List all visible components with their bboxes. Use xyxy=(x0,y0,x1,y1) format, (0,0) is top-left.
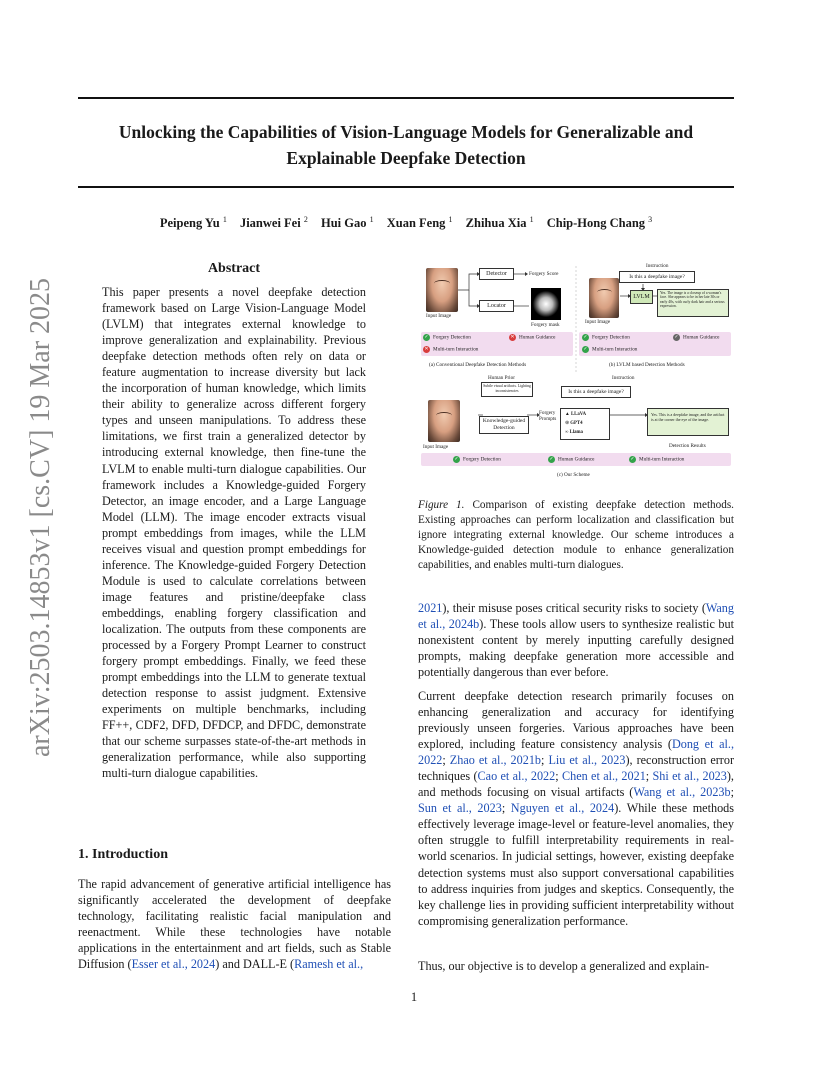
author: Jianwei Fei $^2$ xyxy=(239,215,308,231)
human-prior-box: Subtle visual artifacts. Lighting inconsistencies xyxy=(481,382,533,397)
citation-link[interactable]: Cao et al., 2022 xyxy=(477,769,556,784)
input-face-image-a xyxy=(426,268,458,312)
input-image-label: Input Image xyxy=(426,313,452,319)
input-image-label: Input Image xyxy=(585,319,611,325)
instruction-label-c: Instruction xyxy=(612,375,635,381)
knowledge-guided-detection-box: Knowledge-guided Detection xyxy=(479,416,529,434)
status-multi-turn: ✓ Multi-turn Interaction xyxy=(630,456,685,463)
check-icon: ✓ xyxy=(454,456,459,462)
figure-1 xyxy=(417,260,735,482)
caption-a: (a) Conventional Deepfake Detection Methods xyxy=(429,362,527,368)
status-multi-turn: ✓ Multi-turn Interaction xyxy=(583,346,638,353)
author: Peipeng Yu $^1$ xyxy=(159,215,227,231)
gpt4-item: ⊛ GPT4 xyxy=(565,421,583,426)
author: Xuan Feng $^1$ xyxy=(386,215,453,231)
introduction-heading: 1. Introduction xyxy=(78,847,168,862)
locator-box: Locator xyxy=(479,300,514,312)
citation-link[interactable]: Dong et al., 2022 xyxy=(418,737,734,768)
citation-link[interactable]: Chen et al., 2021 xyxy=(561,769,646,784)
intro-paragraph: The rapid advancement of generative artificial intelligence has significantly accelerated the development of deepfake technology, facilitating realistic facial manipulation and reenactment. While these technologies have notable applications in the entertainment and art fields, such as Stable Diffusion (Esser et al., 2024) and DALL-E (Ramesh et al., xyxy=(78,877,391,972)
top-rule xyxy=(78,97,734,99)
human-prior-label: Human Prior xyxy=(488,375,515,381)
llm-list-box xyxy=(560,408,610,440)
status-forgery-detection: ✓ Forgery Detection xyxy=(583,334,630,341)
lvlm-box: LVLM xyxy=(630,290,653,304)
citation-link[interactable]: Nguyen et al., 2024 xyxy=(510,801,615,816)
llama-item: ∞ Llama xyxy=(565,430,583,435)
forgery-mask-label: Forgery mask xyxy=(531,322,560,328)
citation-link[interactable]: Wang et al., 2023b xyxy=(633,785,731,800)
citation-link[interactable]: Zhao et al., 2021b xyxy=(449,753,542,768)
citation-link[interactable]: 2021 xyxy=(418,601,443,615)
cross-icon: ✕ xyxy=(424,346,429,352)
status-human-guidance: ✓ Human Guidance xyxy=(674,334,720,341)
check-icon: ✓ xyxy=(583,334,588,340)
caption-b: (b) LVLM based Detection Methods xyxy=(609,362,685,368)
status-human-guidance: ✓ Human Guidance xyxy=(549,456,595,463)
forgery-score-label: Forgery Score xyxy=(529,271,559,277)
check-icon: ✓ xyxy=(549,456,554,462)
status-forgery-detection: ✓ Forgery Detection xyxy=(424,334,471,341)
right-paragraph-3: Thus, our objective is to develop a generalized and explain- xyxy=(418,959,710,973)
arxiv-stamp: arXiv:2503.14853v1 [cs.CV] 19 Mar 2025 xyxy=(25,277,56,757)
title-line-2: Explainable Deepfake Detection xyxy=(286,148,526,168)
author-list xyxy=(78,215,734,231)
forgery-mask-image xyxy=(531,288,561,320)
right-paragraph-1: 2021), their misuse poses critical security risks to society (Wang et al., 2024b). These tools allow users to synthesize realistic but nonexistent content by merely inputting carefully designed prompts, making deepfake generation more accessible and potentially dangerous than ever before. xyxy=(418,601,734,680)
check-icon: ✓ xyxy=(674,334,679,340)
instruction-label-b: Instruction xyxy=(646,263,669,269)
citation-link[interactable]: Esser et al., 2024 xyxy=(131,957,216,972)
status-human-guidance: ✕ Human Guidance xyxy=(510,334,556,341)
author: Chip-Hong Chang $^3$ xyxy=(546,215,653,231)
author: Hui Gao $^1$ xyxy=(320,215,374,231)
figure-caption: Figure 1. Comparison of existing deepfake detection methods. Existing approaches can perform localization and classification but ignore integrating external knowledge. Our scheme introduces a Knowledge-guided detection module to enhance generalization capabilities, and enables multi-turn dialogues. xyxy=(418,499,734,571)
detection-results-label: Detection Results xyxy=(669,443,706,449)
question-box-b: Is this a deepfake image? xyxy=(619,271,695,283)
citation-link[interactable]: Sun et al., 2023 xyxy=(418,801,502,816)
our-answer-box: Yes. This is a deepfake image, and the artifact is at the corner the eye of the image. xyxy=(647,408,729,436)
caption-c: (c) Our Scheme xyxy=(557,472,590,478)
bottom-title-rule xyxy=(78,186,734,188)
status-forgery-detection: ✓ Forgery Detection xyxy=(454,456,501,463)
check-icon: ✓ xyxy=(630,456,635,462)
llava-item: ▲ LLaVA xyxy=(565,412,587,417)
citation-link[interactable]: Ramesh et al., xyxy=(294,957,364,972)
check-icon: ✓ xyxy=(424,334,429,340)
cross-icon: ✕ xyxy=(510,334,515,340)
title-line-1: Unlocking the Capabilities of Vision-Language Models for Generalizable and xyxy=(118,122,694,142)
input-image-label: Input Image xyxy=(423,444,449,450)
input-face-image-b xyxy=(589,278,619,318)
forgery-prompts-label: Forgery Prompts xyxy=(539,410,557,422)
citation-link[interactable]: Shi et al., 2023 xyxy=(652,769,727,784)
check-icon: ✓ xyxy=(583,346,588,352)
lvlm-answer-box: Yes. The image is a closeup of a woman's face. She appears to be in her late 30s or early 40s, with curly dark hair and a serious expression. xyxy=(657,289,729,317)
right-paragraph-2: Current deepfake detection research primarily focuses on enhancing generalization and accuracy for identifying previously unseen forgeries. Various approaches have been explored, including feature consistency analysis (Dong et al., 2022; Zhao et al., 2021b; Liu et al., 2023), reconstruction error techniques (Cao et al., 2022; Chen et al., 2021; Shi et al., 2023), and methods focusing on visual artifacts (Wang et al., 2023b; Sun et al., 2023; Nguyen et al., 2024). While these methods effectively leverage image-level or feature-level anomalies, they often struggle to fulfill interpretability requirements in real-world scenarios. In judicial settings, however, existing deepfake detection systems must also support conversational capabilities to address inquiries from judges and skeptics. Consequently, the key challenge lies in providing sufficient interpretability without compromising generalization performance. xyxy=(418,689,734,928)
paper-title xyxy=(78,119,734,171)
abstract-heading: Abstract xyxy=(207,261,261,276)
question-box-c: Is this a deepfake image? xyxy=(561,386,631,398)
abstract-text: This paper presents a novel deepfake detection framework based on Large Vision-Language Model (LVLM) that integrates external knowledge to improve generalization and explainability. Previous deepfake detection methods often rely on data or feature augmentation to increase diversity but lack the incorporation of human knowledge, which limits their ability to generalize across different forgery types and unseen manipulations. To address these limitations, we first train a generalized detector by introducing external knowledge, then fine-tune the LVLM to enable multi-turn dialogue capabilities. Our framework includes a Knowledge-guided Forgery Detector, an image encoder, and a Large Language Model (LLM). The image encoder extracts visual prompt embeddings from images, while the LLM receives visual and question prompt embeddings for inference. The Knowledge-guided Forgery Detection Module is used to calculate correlations between image features and pristine/deepfake class embeddings, enabling forgery classification and localization. The outputs from these components are processed by a Forgery Prompt Learner to construct forgery prompt embeddings. Finally, we feed these prompt embeddings into the LLM to generate textual detection response to assist judgment. Extensive experiments on multiple benchmarks, including FF++, CDF2, DFD, DFDCP, and DFDC, demonstrate that our scheme surpasses state-of-the-art methods in generalization performance, while also supporting multi-turn dialogue capabilities. xyxy=(102,285,366,781)
author: Zhihua Xia $^1$ xyxy=(465,215,534,231)
citation-link[interactable]: Liu et al., 2023 xyxy=(548,753,626,768)
page-number: 1 xyxy=(410,990,418,1004)
status-multi-turn: ✕ Multi-turn Interaction xyxy=(424,346,479,353)
input-face-image-c xyxy=(428,400,460,442)
citation-link[interactable]: Wang et al., 2024b xyxy=(418,601,734,632)
detector-box: Detector xyxy=(479,268,514,280)
